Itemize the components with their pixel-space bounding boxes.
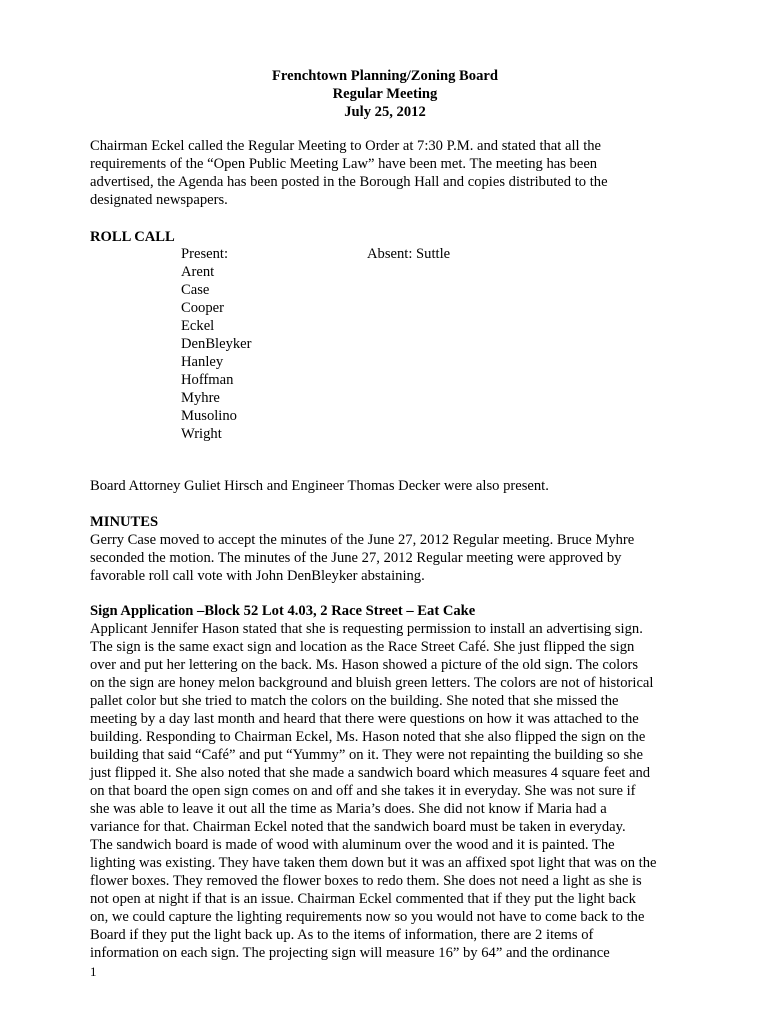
paragraph-line: on, we could capture the lighting requirements now so you would not have to come back to the — [90, 909, 645, 925]
paragraph-line: over and put her lettering on the back. Ms. Hason showed a picture of the old sign. The colors — [90, 657, 639, 673]
roll-call-heading: ROLL CALL — [90, 229, 175, 245]
present-list — [181, 245, 252, 443]
paragraph-line: The sign is the same exact sign and location as the Race Street Café. She just flipped the sign — [90, 639, 635, 655]
intro-paragraph — [90, 137, 690, 209]
paragraph-line: advertised, the Agenda has been posted in the Borough Hall and copies distributed to the — [90, 174, 608, 190]
paragraph-line: she was able to leave it out all the time as Maria’s does. She did not know if Maria had a — [90, 801, 607, 817]
minutes-paragraph — [90, 531, 690, 585]
absent-members: Absent: Suttle — [367, 246, 451, 262]
paragraph-line: designated newspapers. — [90, 192, 228, 208]
present-member: Wright — [181, 426, 222, 442]
meeting-date: July 25, 2012 — [344, 104, 426, 120]
paragraph-line: building that said “Café” and put “Yummy” on it. They were not repainting the building so she — [90, 747, 643, 763]
paragraph-line: information on each sign. The projecting sign will measure 16” by 64” and the ordinance — [90, 945, 610, 961]
paragraph-line: not open at night if that is an issue. Chairman Eckel commented that if they put the light back — [90, 891, 636, 907]
present-label: Present: — [181, 246, 229, 262]
attorney-paragraph: Board Attorney Guliet Hirsch and Engineer Thomas Decker were also present. — [90, 478, 549, 494]
paragraph-line: requirements of the “Open Public Meeting Law” have been met. The meeting has been — [90, 156, 598, 172]
paragraph-line: The sandwich board is made of wood with aluminum over the wood and it is painted. The — [90, 837, 615, 853]
paragraph-line: Chairman Eckel called the Regular Meeting to Order at 7:30 P.M. and stated that all the — [90, 138, 602, 154]
paragraph-line: lighting was existing. They have taken them down but it was an affixed spot light that was on the — [90, 855, 657, 871]
paragraph-line: Gerry Case moved to accept the minutes of the June 27, 2012 Regular meeting. Bruce Myhre — [90, 532, 635, 548]
paragraph-line: on the sign are honey melon background and bluish green letters. The colors are not of historical — [90, 675, 654, 691]
paragraph-line: variance for that. Chairman Eckel noted that the sandwich board must be taken in everyday. — [90, 819, 626, 835]
paragraph-line: flower boxes. They removed the flower boxes to redo them. She does not need a light as she is — [90, 873, 642, 889]
document-header — [0, 67, 770, 121]
paragraph-line: favorable roll call vote with John DenBleyker abstaining. — [90, 568, 425, 584]
minutes-heading: MINUTES — [90, 514, 159, 530]
board-title: Frenchtown Planning/Zoning Board — [272, 68, 498, 84]
present-member: DenBleyker — [181, 336, 252, 352]
paragraph-line: pallet color but she tried to match the colors on the building. She noted that she missed the — [90, 693, 619, 709]
present-member: Case — [181, 282, 210, 298]
meeting-type: Regular Meeting — [332, 86, 438, 102]
paragraph-line: just flipped it. She also noted that she made a sandwich board which measures 4 square feet and — [90, 765, 651, 781]
paragraph-line: seconded the motion. The minutes of the June 27, 2012 Regular meeting were approved by — [90, 550, 622, 566]
present-member: Hoffman — [181, 372, 234, 388]
paragraph-line: Applicant Jennifer Hason stated that she is requesting permission to install an advertising sign. — [90, 621, 643, 637]
paragraph-line: on that board the open sign comes on and off and she takes it in everyday. She was not sure if — [90, 783, 636, 799]
present-member: Myhre — [181, 390, 220, 406]
present-member: Eckel — [181, 318, 215, 334]
page-number: 1 — [90, 964, 97, 979]
present-member: Hanley — [181, 354, 224, 370]
present-member: Musolino — [181, 408, 237, 424]
paragraph-line: building. Responding to Chairman Eckel, Ms. Hason noted that she also flipped the sign on the — [90, 729, 646, 745]
sign-application-heading: Sign Application –Block 52 Lot 4.03, 2 Race Street – Eat Cake — [90, 603, 476, 619]
paragraph-line: Board if they put the light back up. As to the items of information, there are 2 items of — [90, 927, 594, 943]
present-member: Cooper — [181, 300, 224, 316]
sign-application-paragraph — [90, 620, 690, 962]
present-member: Arent — [181, 264, 215, 280]
paragraph-line: meeting by a day last month and heard that there were questions on how it was attached to the — [90, 711, 639, 727]
